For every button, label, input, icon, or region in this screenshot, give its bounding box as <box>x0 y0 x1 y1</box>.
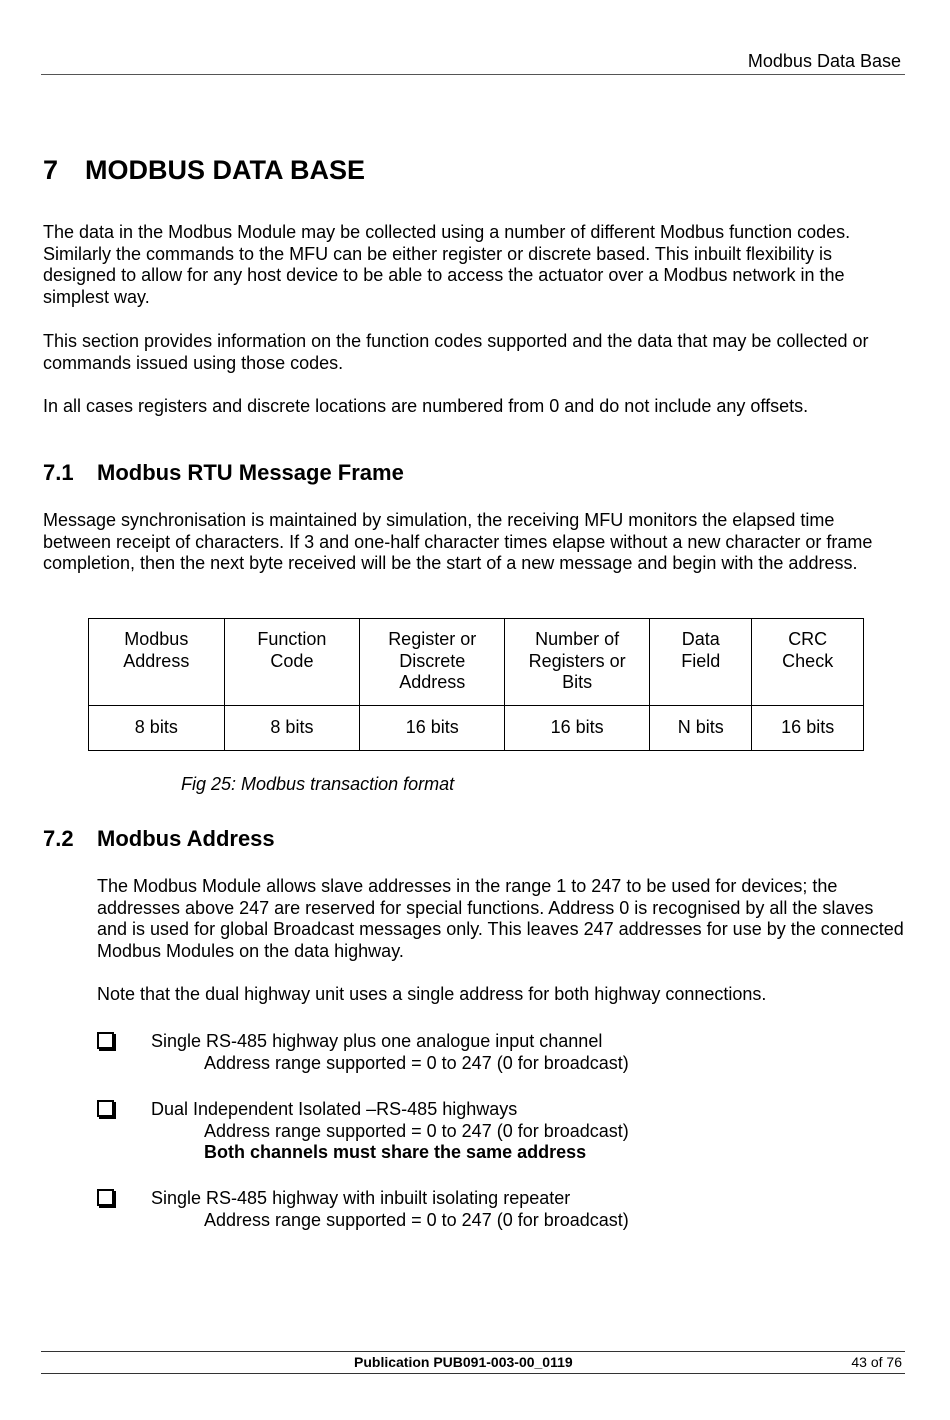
modbus-frame-table <box>88 618 864 751</box>
list-item-title: Single RS-485 highway plus one analogue input channel <box>151 1031 603 1051</box>
figure-caption: Fig 25: Modbus transaction format <box>181 774 455 794</box>
table-header-cell <box>505 619 650 706</box>
section-title: Modbus Address <box>97 826 275 851</box>
page-number: 43 of 76 <box>851 1354 902 1370</box>
section-7-2-paragraph-2: Note that the dual highway unit uses a single address for both highway connections. <box>97 984 767 1004</box>
header-divider <box>41 74 905 75</box>
section-number: 7 <box>43 155 59 185</box>
table-cell: 16 bits <box>752 706 864 751</box>
list-item-detail: Address range supported = 0 to 247 (0 for broadcast) <box>204 1209 629 1230</box>
checkbox-bullet-icon <box>97 1189 114 1206</box>
table-header-row <box>89 619 864 706</box>
table-cell: 16 bits <box>505 706 650 751</box>
checkbox-bullet-icon <box>97 1100 114 1117</box>
header-text-crc-check: CRC Check <box>782 629 834 671</box>
list-item-note: Both channels must share the same address <box>204 1142 587 1163</box>
list-item <box>97 1099 629 1164</box>
section-7-paragraph-1: The data in the Modbus Module may be collected using a number of different Modbus function codes. Similarly the commands to the MFU can be either register or discrete based. This inbuilt flexibility is designed to allow for any host device to be able to access the actuator over a Modbus network in the simplest way. <box>43 222 851 308</box>
running-header: Modbus Data Base <box>747 51 901 71</box>
publication-number: Publication PUB091-003-00_0119 <box>354 1354 573 1370</box>
section-7-1-paragraph: Message synchronisation is maintained by simulation, the receiving MFU monitors the elapsed time between receipt of characters. If 3 and one-half character times elapse without a new character or frame completion, then the next byte received will be the start of a new message and begin with the address. <box>43 510 873 574</box>
section-7-2-paragraph-1: The Modbus Module allows slave addresses in the range 1 to 247 to be used for devices; the addresses above 247 are reserved for special functions. Address 0 is recognised by all the slaves and is used for global Broadcast messages only. This leaves 247 addresses for use by the connected Modbus Modules on the data highway. <box>97 876 904 962</box>
table-header-cell <box>650 619 752 706</box>
header-text-register-address: Register or Discrete Address <box>388 629 477 693</box>
table-header-cell <box>752 619 864 706</box>
table-cell: 8 bits <box>224 706 360 751</box>
header-text-number-of-registers: Number of Registers or Bits <box>528 629 626 693</box>
section-number: 7.2 <box>43 826 74 851</box>
section-7-1-heading <box>43 460 404 486</box>
table-cell: 8 bits <box>89 706 225 751</box>
table-header-cell <box>224 619 360 706</box>
section-7-paragraph-3: In all cases registers and discrete locations are numbered from 0 and do not include any offsets. <box>43 396 809 416</box>
section-7-2-heading <box>43 826 275 852</box>
list-item <box>97 1188 629 1231</box>
table-row <box>89 706 864 751</box>
list-item <box>97 1031 629 1074</box>
list-item-title: Dual Independent Isolated –RS-485 highways <box>151 1099 518 1119</box>
table-cell: N bits <box>650 706 752 751</box>
header-text-data-field: Data Field <box>681 629 721 671</box>
section-title: Modbus RTU Message Frame <box>97 460 404 485</box>
checkbox-bullet-icon <box>97 1032 114 1049</box>
section-title: MODBUS DATA BASE <box>85 155 365 185</box>
list-item-detail: Address range supported = 0 to 247 (0 for broadcast) <box>204 1120 629 1141</box>
table-cell: 16 bits <box>360 706 505 751</box>
header-text-modbus-address: Modbus Address <box>123 629 190 671</box>
table-header-cell <box>89 619 225 706</box>
section-7-heading <box>43 155 365 186</box>
footer-divider-bottom <box>41 1373 905 1374</box>
section-7-paragraph-2: This section provides information on the function codes supported and the data that may be collected or commands issued using those codes. <box>43 331 869 373</box>
header-text-function-code: Function Code <box>257 629 327 671</box>
list-item-title: Single RS-485 highway with inbuilt isolating repeater <box>151 1188 571 1208</box>
list-item-detail: Address range supported = 0 to 247 (0 for broadcast) <box>204 1052 629 1073</box>
table-header-cell <box>360 619 505 706</box>
section-number: 7.1 <box>43 460 74 485</box>
footer-divider-top <box>41 1351 905 1352</box>
